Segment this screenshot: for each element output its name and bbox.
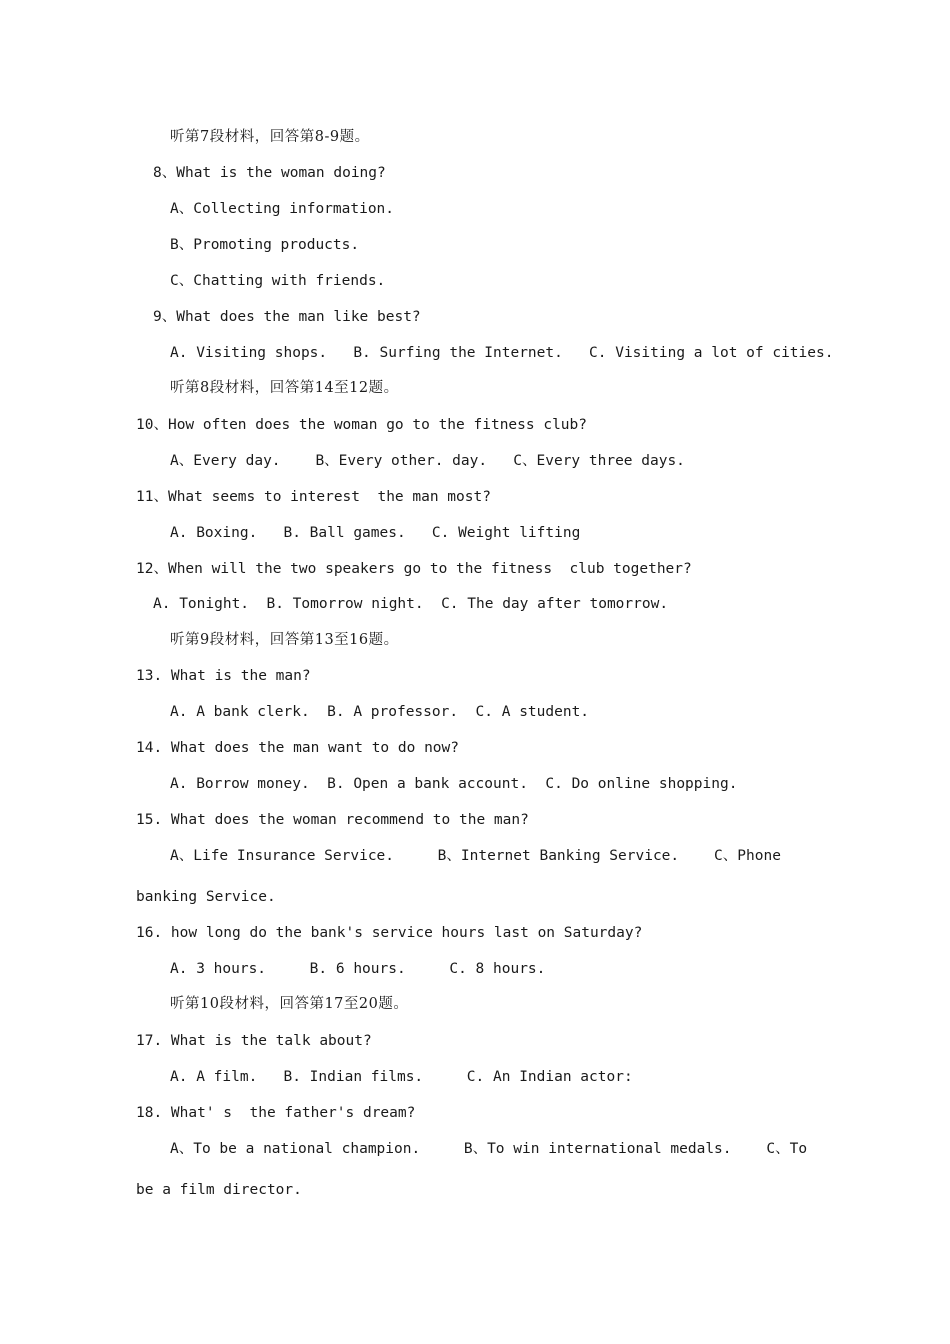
question-13: 13. What is the man? [136, 668, 311, 684]
question-17: 17. What is the talk about? [136, 1033, 372, 1049]
question-8: 8、What is the woman doing? [153, 165, 386, 181]
question-9-options: A. Visiting shops. B. Surfing the Internet. C. Visiting a lot of cities. [170, 345, 834, 361]
question-8-option-c: C、Chatting with friends. [170, 273, 386, 289]
question-13-options: A. A bank clerk. B. A professor. C. A student. [170, 704, 590, 720]
question-15: 15. What does the woman recommend to the man? [136, 812, 529, 828]
question-14: 14. What does the man want to do now? [136, 740, 460, 756]
question-16: 16. how long do the bank's service hours last on Saturday? [136, 925, 643, 941]
question-10-options: A、Every day. B、Every other. day. C、Every three days. [170, 453, 685, 469]
section-9-instruction: 听第9段材料，回答第13至16题。 [170, 632, 399, 648]
question-17-options: A. A film. B. Indian films. C. An Indian actor: [170, 1069, 633, 1085]
question-18-options-line1: A、To be a national champion. B、To win international medals. C、To [170, 1141, 808, 1157]
question-8-option-b: B、Promoting products. [170, 237, 360, 253]
question-11: 11、What seems to interest the man most? [136, 489, 491, 505]
question-15-options-line1: A、Life Insurance Service. B、Internet Banking Service. C、Phone [170, 848, 781, 864]
section-8-instruction: 听第8段材料，回答第14至12题。 [170, 380, 399, 396]
question-14-options: A. Borrow money. B. Open a bank account. C. Do online shopping. [170, 776, 738, 792]
section-10-instruction: 听第10段材料，回答第17至20题。 [170, 996, 409, 1012]
question-15-options-line2: banking Service. [136, 889, 276, 905]
question-11-options: A. Boxing. B. Ball games. C. Weight lifting [170, 525, 581, 541]
question-10: 10、How often does the woman go to the fitness club? [136, 417, 587, 433]
question-16-options: A. 3 hours. B. 6 hours. C. 8 hours. [170, 961, 546, 977]
question-8-option-a: A、Collecting information. [170, 201, 395, 217]
question-18: 18. What' s the father's dream? [136, 1105, 416, 1121]
question-12-options: A. Tonight. B. Tomorrow night. C. The day after tomorrow. [153, 596, 669, 612]
section-7-instruction: 听第7段材料，回答第8-9题。 [170, 129, 370, 145]
question-18-options-line2: be a film director. [136, 1182, 302, 1198]
question-12: 12、When will the two speakers go to the fitness club together? [136, 561, 692, 577]
question-9: 9、What does the man like best? [153, 309, 421, 325]
